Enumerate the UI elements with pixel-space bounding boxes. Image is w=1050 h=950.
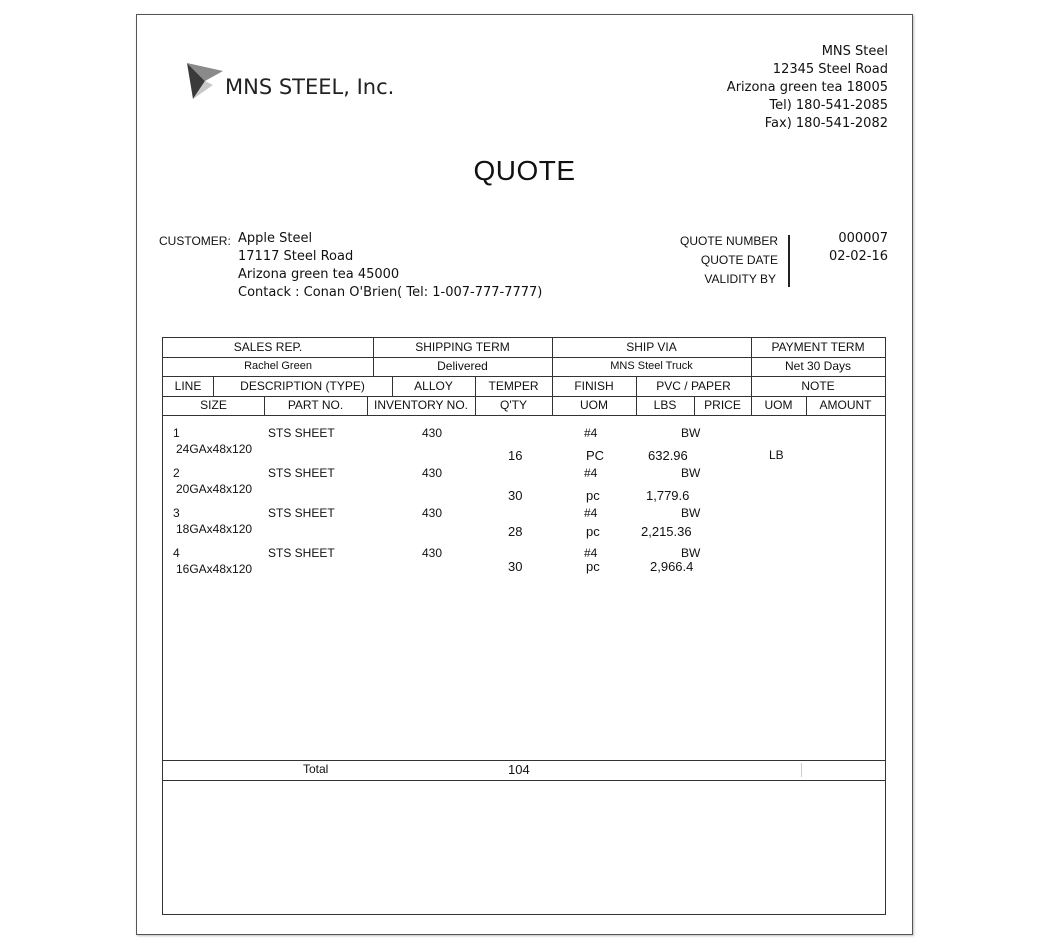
item-line: 4: [173, 546, 180, 560]
table-divider: [163, 780, 885, 781]
col-finish: FINISH: [574, 379, 614, 393]
payment-term-value: Net 30 Days: [784, 359, 852, 373]
col-amount: AMOUNT: [819, 398, 872, 412]
table-divider: [163, 760, 885, 761]
validity-label: VALIDITY BY: [704, 272, 776, 286]
item-size: 24GAx48x120: [176, 442, 253, 456]
total-label: Total: [303, 762, 329, 776]
customer-city: Arizona green tea 45000: [238, 267, 400, 282]
col-part-no: PART NO.: [287, 398, 344, 412]
item-description: STS SHEET: [268, 546, 335, 560]
table-divider: [163, 415, 885, 416]
quote-info-divider: [788, 235, 790, 287]
quote-table: [162, 337, 886, 915]
item-qty: 28: [508, 524, 523, 539]
item-qty: 30: [508, 488, 523, 503]
item-size: 18GAx48x120: [176, 522, 253, 536]
quote-document: [136, 14, 913, 935]
item-pvc: BW: [681, 506, 701, 520]
col-inventory-no: INVENTORY NO.: [373, 398, 469, 412]
item-uom-2: LB: [769, 448, 784, 462]
item-alloy: 430: [422, 426, 443, 440]
item-line: 3: [173, 506, 180, 520]
col-temper: TEMPER: [488, 379, 539, 393]
col-uom-2: UOM: [764, 398, 793, 412]
item-finish: #4: [584, 546, 598, 560]
document-title: QUOTE: [473, 155, 576, 186]
customer-name: Apple Steel: [238, 231, 313, 246]
item-lbs: 2,215.36: [641, 524, 692, 539]
customer-street: 17117 Steel Road: [238, 249, 354, 264]
company-tel: Tel) 180-541-2085: [769, 98, 888, 113]
company-name: MNS Steel: [821, 44, 888, 59]
col-uom: UOM: [580, 398, 608, 412]
item-pvc: BW: [681, 546, 701, 560]
col-size: SIZE: [200, 398, 227, 412]
item-size: 20GAx48x120: [176, 482, 253, 496]
item-line: 2: [173, 466, 180, 480]
item-qty: 16: [508, 448, 523, 463]
company-city: Arizona green tea 18005: [726, 80, 888, 95]
item-pvc: BW: [681, 426, 701, 440]
item-description: STS SHEET: [268, 466, 335, 480]
item-alloy: 430: [422, 506, 443, 520]
quote-number: 000007: [838, 231, 888, 246]
col-lbs: LBS: [653, 398, 677, 412]
item-uom: pc: [586, 488, 600, 503]
payment-term-header: PAYMENT TERM: [771, 340, 865, 354]
col-description: DESCRIPTION (TYPE): [240, 379, 365, 393]
col-alloy: ALLOY: [414, 379, 453, 393]
company-logo-text: MNS STEEL, Inc.: [225, 75, 395, 99]
sales-rep-value: Rachel Green: [244, 360, 312, 372]
item-pvc: BW: [681, 466, 701, 480]
item-finish: #4: [584, 466, 598, 480]
col-price: PRICE: [704, 398, 741, 412]
item-description: STS SHEET: [268, 426, 335, 440]
customer-label: CUSTOMER:: [159, 234, 231, 248]
item-lbs: 1,779.6: [646, 488, 690, 503]
ship-via-value: MNS Steel Truck: [610, 360, 693, 372]
company-fax: Fax) 180-541-2082: [764, 116, 888, 131]
item-finish: #4: [584, 426, 598, 440]
company-logo-icon: [185, 61, 225, 101]
col-pvc-paper: PVC / PAPER: [656, 379, 731, 393]
item-line: 1: [173, 426, 180, 440]
quote-number-label: QUOTE NUMBER: [679, 234, 778, 248]
item-lbs: 2,966.4: [650, 559, 694, 574]
item-alloy: 430: [422, 466, 443, 480]
item-qty: 30: [508, 559, 523, 574]
quote-date-label: QUOTE DATE: [700, 253, 778, 267]
col-note: NOTE: [801, 379, 835, 393]
ship-via-header: SHIP VIA: [626, 340, 677, 354]
item-size: 16GAx48x120: [176, 562, 253, 576]
item-uom: pc: [586, 559, 600, 574]
customer-contact: Contack : Conan O'Brien( Tel: 1-007-777-7777): [238, 285, 543, 300]
total-qty: 104: [508, 762, 530, 777]
item-alloy: 430: [422, 546, 443, 560]
company-street: 12345 Steel Road: [772, 62, 888, 77]
table-divider: [801, 763, 802, 777]
shipping-term-value: Delivered: [437, 359, 488, 373]
item-uom: PC: [586, 448, 605, 463]
item-description: STS SHEET: [268, 506, 335, 520]
item-finish: #4: [584, 506, 598, 520]
item-uom: pc: [586, 524, 600, 539]
shipping-term-header: SHIPPING TERM: [415, 340, 510, 354]
sales-rep-header: SALES REP.: [233, 340, 303, 354]
item-lbs: 632.96: [648, 448, 688, 463]
col-line: LINE: [174, 379, 202, 393]
col-qty: Q'TY: [500, 398, 527, 412]
quote-date: 02-02-16: [828, 249, 888, 264]
